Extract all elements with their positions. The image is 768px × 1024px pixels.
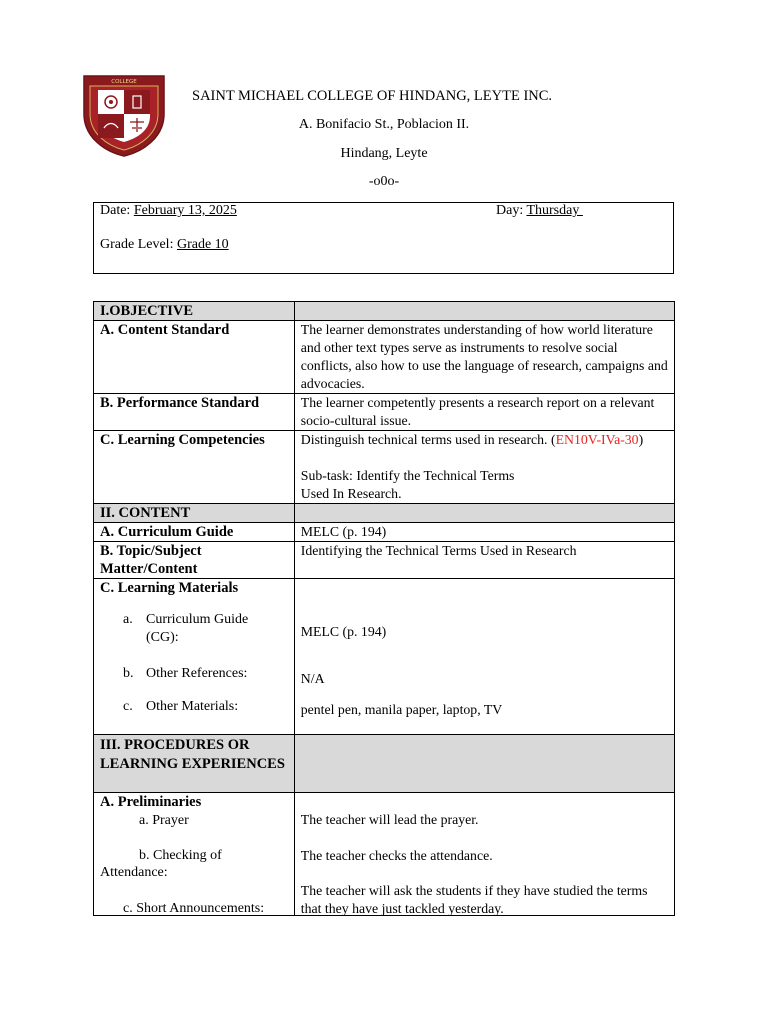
logo-text: COLLEGE [111,79,137,85]
school-name: SAINT MICHAEL COLLEGE OF HINDANG, LEYTE INC. [192,88,553,104]
prelim-a-text: The teacher will lead the prayer. [300,812,479,827]
day-label: Day: [496,203,527,218]
prelim-c-label: c. Short Announcements: [123,901,265,916]
content-standard-text: The learner demonstrates understanding of how world literature and other text types serve as instruments to resolve social conflicts, also how to use the language of research, campaigns and advocacies. [294,321,674,394]
date-field [100,203,237,219]
content-header: II. CONTENT [94,504,295,523]
prelim-a-label: a. Prayer [139,813,189,828]
prelim-b-text: The teacher checks the attendance. [300,848,493,863]
prelim-b-label-2: Attendance: [100,865,168,880]
materials-b-marker: b. [123,666,134,681]
preliminaries-label: A. Preliminaries [100,794,202,810]
day-field [496,203,583,219]
materials-values-cell [294,579,674,735]
content-standard-row [94,321,675,394]
info-box [93,202,674,274]
divider-text: -o0o- [368,174,400,189]
curriculum-guide-label: A. Curriculum Guide [94,523,295,542]
competencies-label: C. Learning Competencies [94,431,295,504]
subtask-line-1: Sub-task: Identify the Technical Terms [300,468,515,483]
performance-standard-text: The learner competently presents a research report on a relevant socio-cultural issue. [294,394,674,431]
competencies-code: EN10V-IVa-30 [555,432,639,447]
curriculum-guide-text: MELC (p. 194) [294,523,674,542]
objective-header: I.OBJECTIVE [94,302,295,321]
grade-field [100,237,229,253]
materials-a-value: MELC (p. 194) [300,624,387,639]
date-value: February 13, 2025 [133,203,237,218]
competencies-close: ) [638,432,644,447]
topic-label: B. Topic/Subject Matter/Content [94,542,295,579]
materials-cell [94,579,295,735]
competencies-text: Distinguish technical terms used in research. ( [300,432,556,447]
content-header-row [94,504,675,523]
materials-b-label: Other References: [146,666,248,681]
date-label: Date: [100,203,134,218]
materials-a-marker: a. [123,612,133,627]
address-line-1: A. Bonifacio St., Poblacion II. [298,117,470,132]
materials-c-value: pentel pen, manila paper, laptop, TV [300,702,503,717]
competencies-row [94,431,675,504]
performance-standard-label: B. Performance Standard [94,394,295,431]
topic-text: Identifying the Technical Terms Used in Research [294,542,674,579]
address-line-2: Hindang, Leyte [340,146,428,161]
materials-b-value: N/A [300,671,325,686]
curriculum-guide-row [94,523,675,542]
procedures-header: III. PROCEDURES OR LEARNING EXPERIENCES [94,735,295,793]
materials-row [94,579,675,735]
prelim-b-label-1: b. Checking of [139,848,222,863]
day-value: Thursday [526,203,583,218]
materials-c-label: Other Materials: [146,699,239,714]
objective-header-row [94,302,675,321]
content-standard-label: A. Content Standard [94,321,295,394]
prelim-c-text: The teacher will ask the students if they have studied the terms that they have just tackled yesterday. [300,883,648,916]
procedures-header-row [94,735,675,793]
performance-standard-row [94,394,675,431]
lesson-plan-table [93,301,675,916]
preliminaries-values-cell [294,793,674,916]
preliminaries-row [94,793,675,916]
preliminaries-cell [94,793,295,916]
materials-label: C. Learning Materials [100,580,239,596]
grade-label: Grade Level: [100,237,177,252]
subtask-line-2: Used In Research. [300,486,402,501]
grade-value: Grade 10 [176,237,229,252]
competencies-cell [294,431,674,504]
materials-c-marker: c. [123,699,133,714]
topic-row [94,542,675,579]
materials-a-label: Curriculum Guide (CG): [146,612,249,645]
